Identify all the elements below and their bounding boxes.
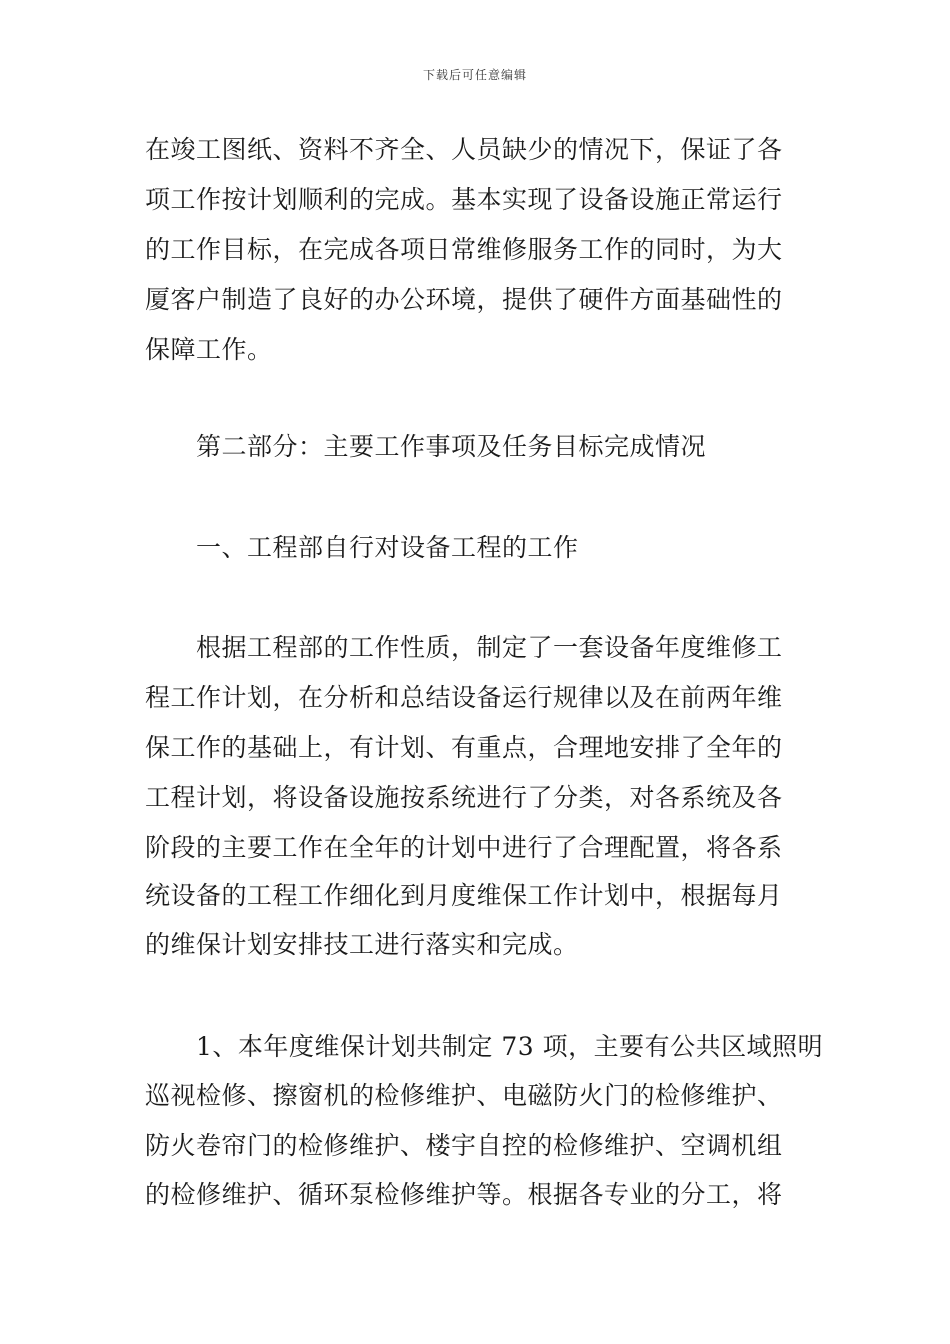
paragraph-line: 厦客户制造了良好的办公环境，提供了硬件方面基础性的 <box>145 285 783 314</box>
paragraph-line: 巡视检修、擦窗机的检修维护、电磁防火门的检修维护、 <box>145 1081 783 1110</box>
page-header: 下载后可任意编辑 <box>422 68 527 82</box>
paragraph-line: 程工作计划，在分析和总结设备运行规律以及在前两年维 <box>145 683 783 712</box>
section-heading: 第二部分：主要工作事项及任务目标完成情况 <box>196 432 707 461</box>
paragraph-line: 的检修维护、循环泵检修维护等。根据各专业的分工，将 <box>145 1180 783 1209</box>
paragraph-line: 根据工程部的工作性质，制定了一套设备年度维修工 <box>196 633 783 662</box>
paragraph-line: 统设备的工程工作细化到月度维保工作计划中，根据每月 <box>145 881 783 910</box>
paragraph-line: 的维保计划安排技工进行落实和完成。 <box>145 930 579 959</box>
paragraph-line: 保工作的基础上，有计划、有重点，合理地安排了全年的 <box>145 733 783 762</box>
paragraph-line: 防火卷帘门的检修维护、楼宇自控的检修维护、空调机组 <box>145 1131 783 1160</box>
paragraph-line: 阶段的主要工作在全年的计划中进行了合理配置，将各系 <box>145 833 783 862</box>
paragraph-line: 项工作按计划顺利的完成。基本实现了设备设施正常运行 <box>145 185 783 214</box>
paragraph-line: 在竣工图纸、资料不齐全、人员缺少的情况下，保证了各 <box>145 135 783 164</box>
paragraph-line: 的工作目标，在完成各项日常维修服务工作的同时，为大 <box>145 235 783 264</box>
paragraph-line: 1、本年度维保计划共制定 73 项，主要有公共区域照明 <box>196 1032 824 1061</box>
paragraph-line: 工程计划，将设备设施按系统进行了分类，对各系统及各 <box>145 783 783 812</box>
paragraph-line: 保障工作。 <box>145 335 273 364</box>
subsection-heading: 一、工程部自行对设备工程的工作 <box>196 533 579 562</box>
